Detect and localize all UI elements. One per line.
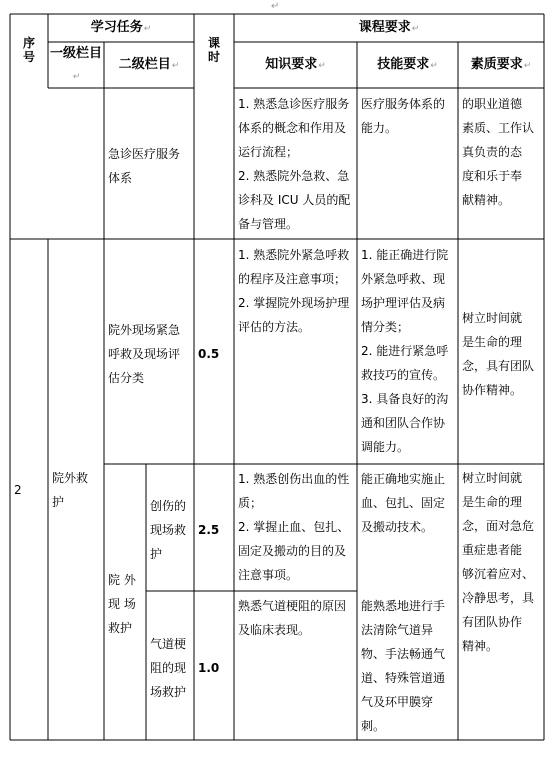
trauma-level3: 创伤的 现场救 护 <box>150 499 187 561</box>
header-seq-char: 号 <box>22 50 35 64</box>
header-learning-tasks: 学习任务↵ <box>90 20 152 35</box>
header-level2: 二级栏目↵ <box>118 57 180 72</box>
header-seq-char: 序 <box>22 36 35 50</box>
emergency-system-knowledge: 1. 熟悉急诊医疗服务 体系的概念和作用及 运行流程； 2. 熟悉院外急救、急 诊科及 ICU 人员的配 备与管理。 <box>238 97 351 231</box>
header-course-requirements-text: 课程要求 <box>358 20 411 35</box>
paragraph-mark: ↵ <box>271 1 280 12</box>
trauma-hours: 2.5 <box>198 523 220 537</box>
onsite-triage-hours: 0.5 <box>198 347 220 361</box>
airway-knowledge: 熟悉气道梗阻的原因 及临床表现。 <box>238 599 347 637</box>
trauma-knowledge: 1. 熟悉创伤出血的性 质； 2. 掌握止血、包扎、 固定及搬动的目的及 注意事项。 <box>238 472 350 582</box>
trauma-skill: 能正确地实施止 血、包扎、固定 及搬动技术。 <box>361 472 446 534</box>
header-seq <box>10 14 48 88</box>
onsite-rescue-level2: 院 外 现 场 救护 <box>108 573 136 635</box>
emergency-system-skill: 医疗服务体系的 能力。 <box>361 97 446 135</box>
emergency-system-level2: 急诊医疗服务 体系 <box>108 147 181 185</box>
onsite-triage-knowledge: 1. 熟悉院外紧急呼救 的程序及注意事项； 2. 掌握院外现场护理 评估的方法。 <box>238 248 350 334</box>
header-hours <box>194 14 234 88</box>
header-hours-char: 课 <box>207 36 220 50</box>
header-course-requirements: 课程要求↵ <box>358 20 420 35</box>
header-quality: 素质要求↵ <box>470 57 532 72</box>
onsite-triage-skill: 1. 能正确进行院 外紧急呼救、现 场护理评估及病 情分类； 2. 能进行紧急呼 救技巧的宣传。 3. 具备良好的沟 通和团队合作协 调能力。 <box>361 248 449 454</box>
onsite-rescue-quality: 树立时间就 是生命的理 念，面对急危 重症患者能 够沉着应对、 冷静思考，具 有团队协作 精神。 <box>462 471 535 653</box>
airway-level3: 气道梗 阻的现 场救护 <box>150 637 187 699</box>
header-skill: 技能要求↵ <box>377 57 438 72</box>
header-knowledge-text: 知识要求 <box>265 57 318 72</box>
airway-hours: 1.0 <box>198 661 220 675</box>
onsite-triage-quality: 树立时间就 是生命的理 念，具有团队 协作精神。 <box>462 311 535 397</box>
section-level1: 院外救 护 <box>52 471 89 509</box>
header-quality-text: 素质要求 <box>470 57 523 72</box>
section-seq: 2 <box>14 483 22 497</box>
header-level2-text: 二级栏目 <box>118 57 171 72</box>
emergency-system-quality: 的职业道德 素质、工作认 真负责的态 度和乐于奉 献精神。 <box>462 97 535 207</box>
onsite-triage-level2: 院外现场紧急 呼救及现场评 估分类 <box>108 323 181 385</box>
airway-skill: 能熟悉地进行手 法清除气道异 物、手法畅通气 道、特殊管道通 气及环甲膜穿 刺。 <box>361 599 446 733</box>
header-learning-tasks-text: 学习任务 <box>90 20 143 35</box>
header-knowledge: 知识要求↵ <box>265 57 326 72</box>
header-level1: 一级栏目↵ <box>49 46 102 82</box>
header-skill-text: 技能要求 <box>377 57 430 72</box>
header-level1-text: 一级栏目 <box>49 46 102 61</box>
header-hours-char: 时 <box>207 50 220 64</box>
